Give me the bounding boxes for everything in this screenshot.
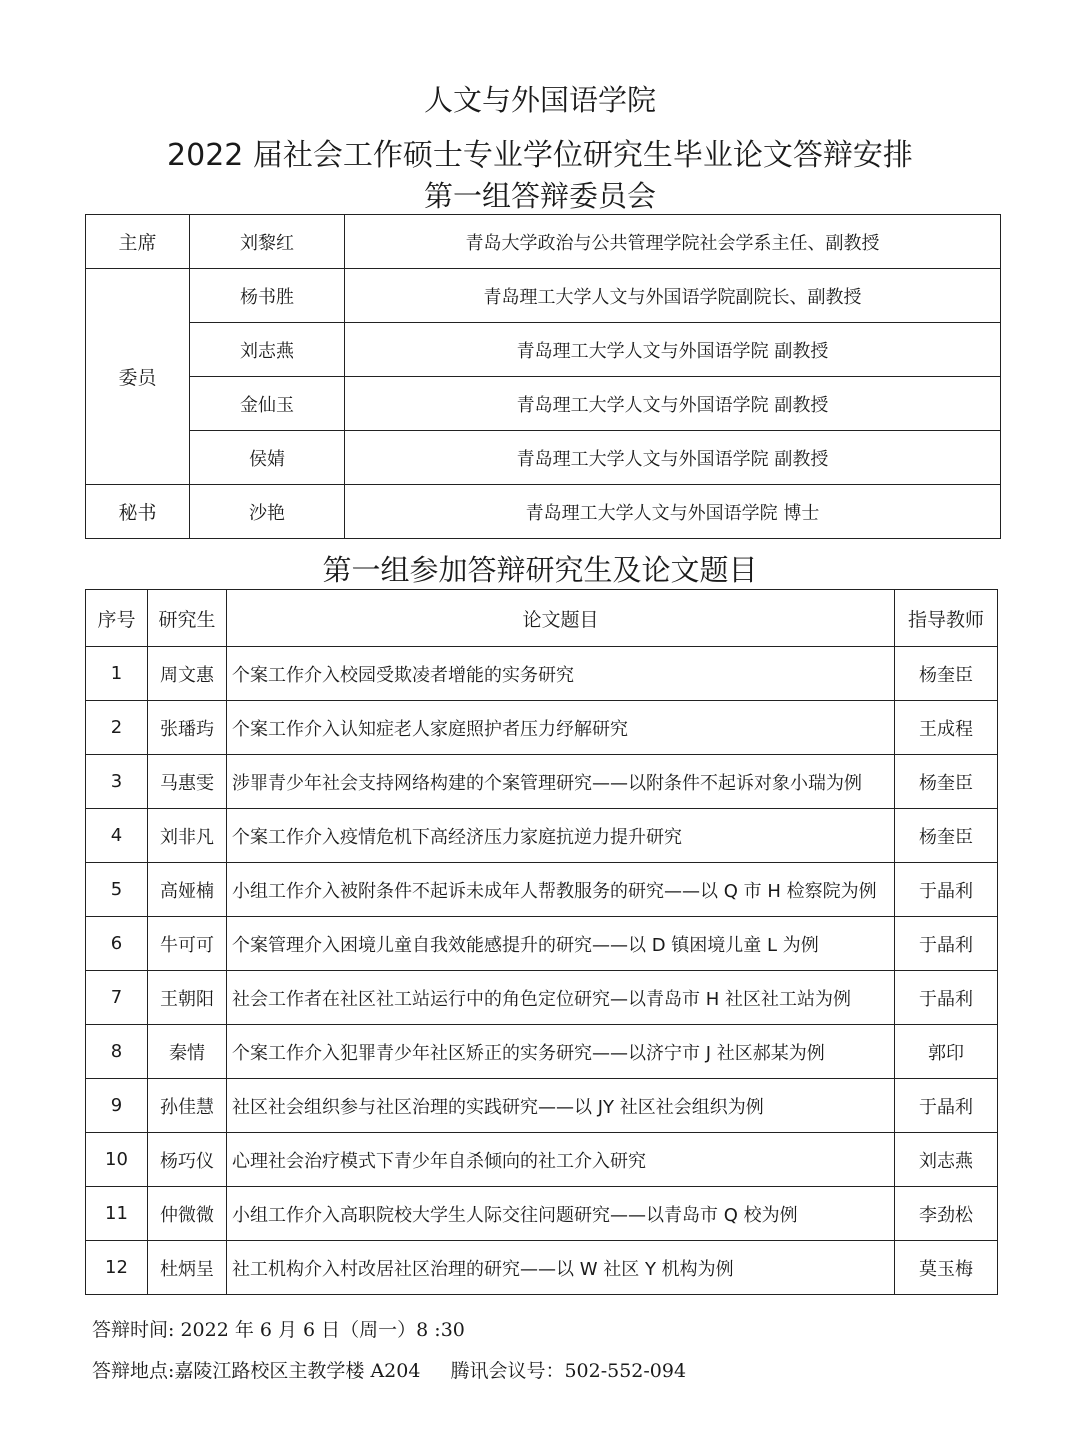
committee-row-secretary bbox=[86, 485, 1001, 539]
table-row bbox=[86, 1025, 998, 1079]
no-cell: 8 bbox=[86, 1025, 148, 1079]
advisor-cell: 刘志燕 bbox=[895, 1133, 998, 1187]
table-row bbox=[86, 809, 998, 863]
student-cell: 牛可可 bbox=[148, 917, 227, 971]
committee-heading: 第一组答辩委员会 bbox=[423, 179, 656, 213]
student-cell: 杜炳呈 bbox=[148, 1241, 227, 1295]
defense-location-line bbox=[92, 1356, 686, 1383]
student-cell: 刘非凡 bbox=[148, 809, 227, 863]
role-cell: 主席 bbox=[86, 215, 190, 269]
table-row bbox=[86, 755, 998, 809]
no-cell: 6 bbox=[86, 917, 148, 971]
topic-cell: 个案工作介入犯罪青少年社区矫正的实务研究——以济宁市 J 社区郝某为例 bbox=[227, 1025, 895, 1079]
topic-cell: 小组工作介入被附条件不起诉未成年人帮教服务的研究——以 Q 市 H 检察院为例 bbox=[227, 863, 895, 917]
no-cell: 2 bbox=[86, 701, 148, 755]
table-row bbox=[86, 1133, 998, 1187]
student-cell: 孙佳慧 bbox=[148, 1079, 227, 1133]
no-cell: 5 bbox=[86, 863, 148, 917]
table-row bbox=[86, 917, 998, 971]
advisor-cell: 杨奎臣 bbox=[895, 755, 998, 809]
name-cell: 侯婧 bbox=[190, 431, 345, 485]
no-cell: 4 bbox=[86, 809, 148, 863]
topic-cell: 个案工作介入认知症老人家庭照护者压力纾解研究 bbox=[227, 701, 895, 755]
column-header: 论文题目 bbox=[227, 590, 895, 647]
topic-cell: 个案管理介入困境儿童自我效能感提升的研究——以 D 镇困境儿童 L 为例 bbox=[227, 917, 895, 971]
committee-row-chair bbox=[86, 215, 1001, 269]
student-cell: 高娅楠 bbox=[148, 863, 227, 917]
affiliation-cell: 青岛理工大学人文与外国语学院 副教授 bbox=[345, 431, 1001, 485]
committee-row-member bbox=[86, 269, 1001, 323]
advisor-cell: 于晶利 bbox=[895, 1079, 998, 1133]
no-cell: 7 bbox=[86, 971, 148, 1025]
student-cell: 马惠雯 bbox=[148, 755, 227, 809]
advisor-cell: 莫玉梅 bbox=[895, 1241, 998, 1295]
committee-row-member bbox=[86, 431, 1001, 485]
name-cell: 刘黎红 bbox=[190, 215, 345, 269]
students-table bbox=[85, 589, 998, 1295]
table-row bbox=[86, 701, 998, 755]
student-cell: 秦情 bbox=[148, 1025, 227, 1079]
students-heading: 第一组参加答辩研究生及论文题目 bbox=[322, 553, 758, 587]
meeting-id: 腾讯会议号：502-552-094 bbox=[450, 1360, 687, 1382]
advisor-cell: 郭印 bbox=[895, 1025, 998, 1079]
student-cell: 周文惠 bbox=[148, 647, 227, 701]
advisor-cell: 于晶利 bbox=[895, 971, 998, 1025]
topic-cell: 小组工作介入高职院校大学生人际交往问题研究——以青岛市 Q 校为例 bbox=[227, 1187, 895, 1241]
affiliation-cell: 青岛大学政治与公共管理学院社会学系主任、副教授 bbox=[345, 215, 1001, 269]
committee-table bbox=[85, 214, 1001, 539]
table-row bbox=[86, 863, 998, 917]
table-row bbox=[86, 647, 998, 701]
table-row bbox=[86, 1241, 998, 1295]
topic-cell: 社会工作者在社区社工站运行中的角色定位研究—以青岛市 H 社区社工站为例 bbox=[227, 971, 895, 1025]
name-cell: 沙艳 bbox=[190, 485, 345, 539]
advisor-cell: 于晶利 bbox=[895, 917, 998, 971]
defense-time: 答辩时间: 2022 年 6 月 6 日（周一）8 :30 bbox=[92, 1319, 465, 1341]
table-header-row bbox=[86, 590, 998, 647]
table-row bbox=[86, 1079, 998, 1133]
column-header: 序号 bbox=[86, 590, 148, 647]
no-cell: 1 bbox=[86, 647, 148, 701]
student-cell: 仲微微 bbox=[148, 1187, 227, 1241]
table-row bbox=[86, 1187, 998, 1241]
topic-cell: 心理社会治疗模式下青少年自杀倾向的社工介入研究 bbox=[227, 1133, 895, 1187]
committee-row-member bbox=[86, 323, 1001, 377]
topic-cell: 涉罪青少年社会支持网络构建的个案管理研究——以附条件不起诉对象小瑞为例 bbox=[227, 755, 895, 809]
no-cell: 9 bbox=[86, 1079, 148, 1133]
no-cell: 11 bbox=[86, 1187, 148, 1241]
student-cell: 张璠玙 bbox=[148, 701, 227, 755]
no-cell: 12 bbox=[86, 1241, 148, 1295]
name-cell: 金仙玉 bbox=[190, 377, 345, 431]
affiliation-cell: 青岛理工大学人文与外国语学院 博士 bbox=[345, 485, 1001, 539]
college-title: 人文与外国语学院 bbox=[423, 83, 656, 117]
topic-cell: 社工机构介入村改居社区治理的研究——以 W 社区 Y 机构为例 bbox=[227, 1241, 895, 1295]
topic-cell: 社区社会组织参与社区治理的实践研究——以 JY 社区社会组织为例 bbox=[227, 1079, 895, 1133]
no-cell: 10 bbox=[86, 1133, 148, 1187]
advisor-cell: 王成程 bbox=[895, 701, 998, 755]
advisor-cell: 李劲松 bbox=[895, 1187, 998, 1241]
column-header: 指导教师 bbox=[895, 590, 998, 647]
affiliation-cell: 青岛理工大学人文与外国语学院副院长、副教授 bbox=[345, 269, 1001, 323]
student-cell: 杨巧仪 bbox=[148, 1133, 227, 1187]
affiliation-cell: 青岛理工大学人文与外国语学院 副教授 bbox=[345, 323, 1001, 377]
name-cell: 刘志燕 bbox=[190, 323, 345, 377]
name-cell: 杨书胜 bbox=[190, 269, 345, 323]
advisor-cell: 杨奎臣 bbox=[895, 647, 998, 701]
advisor-cell: 杨奎臣 bbox=[895, 809, 998, 863]
defense-location: 答辩地点:嘉陵江路校区主教学楼 A204 bbox=[92, 1360, 421, 1382]
topic-cell: 个案工作介入疫情危机下高经济压力家庭抗逆力提升研究 bbox=[227, 809, 895, 863]
student-cell: 王朝阳 bbox=[148, 971, 227, 1025]
affiliation-cell: 青岛理工大学人文与外国语学院 副教授 bbox=[345, 377, 1001, 431]
table-row bbox=[86, 971, 998, 1025]
committee-row-member bbox=[86, 377, 1001, 431]
role-cell: 委员 bbox=[86, 269, 190, 485]
no-cell: 3 bbox=[86, 755, 148, 809]
topic-cell: 个案工作介入校园受欺凌者增能的实务研究 bbox=[227, 647, 895, 701]
role-cell: 秘书 bbox=[86, 485, 190, 539]
column-header: 研究生 bbox=[148, 590, 227, 647]
advisor-cell: 于晶利 bbox=[895, 863, 998, 917]
document-title: 2022 届社会工作硕士专业学位研究生毕业论文答辩安排 bbox=[167, 138, 913, 173]
